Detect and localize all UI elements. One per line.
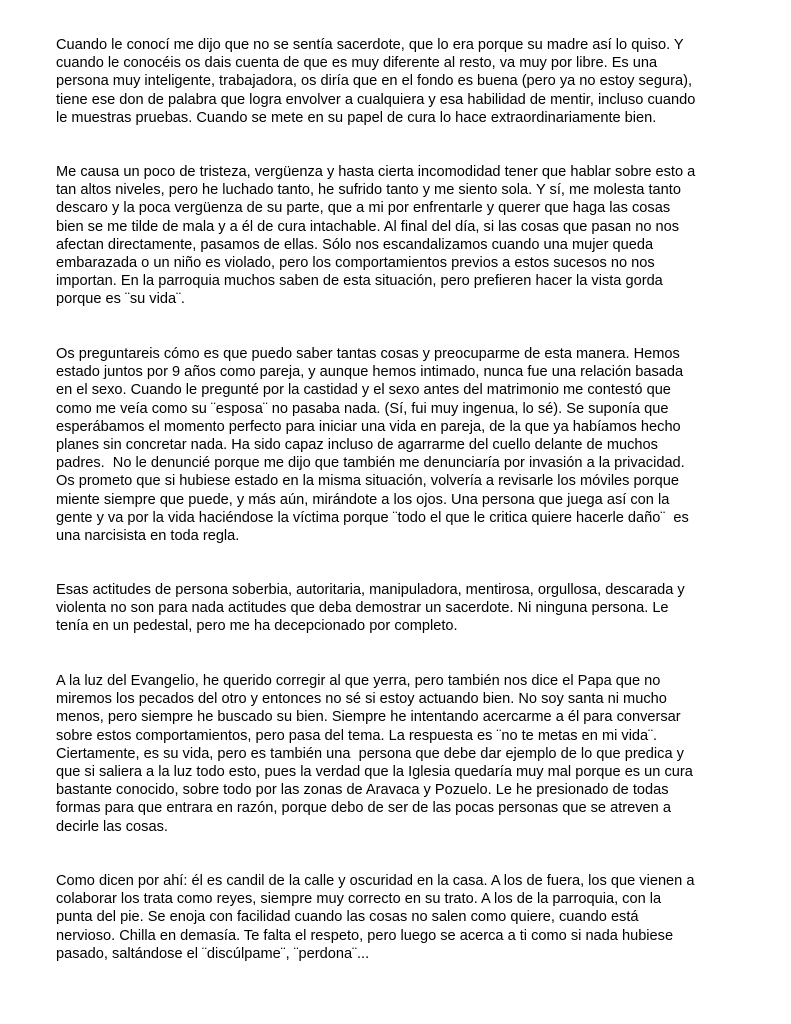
text-line: violenta no son para nada actitudes que deba demostrar un sacerdote. Ni ninguna persona. Le	[56, 600, 669, 617]
text-line: colaborar los trata como reyes, siempre muy correcto en su trato. A los de la parroquia, con la	[56, 891, 662, 908]
text-line: porque es ¨su vida¨.	[56, 291, 185, 308]
text-line: estado juntos por 9 años como pareja, y aunque hemos intimado, nunca fue una relación basada	[56, 364, 684, 381]
text-line: importan. En la parroquia muchos saben de esta situación, pero prefieren hacer la vista gorda	[56, 273, 663, 290]
text-line: miente siempre que puede, y más aún, mirándote a los ojos. Una persona que juega así con la	[56, 491, 670, 508]
text-line: esperábamos el momento perfecto para iniciar una vida en pareja, de la que ya habíamos hecho	[56, 418, 681, 435]
paragraph	[56, 872, 694, 963]
text-line: descaro y la poca vergüenza de su parte, que a mi por enfrentarle y querer que haga las cosas	[56, 200, 671, 217]
paragraph	[56, 163, 695, 309]
text-line: miremos los pecados del otro y entonces no sé si estoy actuando bien. No soy santa ni mucho	[56, 691, 667, 708]
paragraph	[56, 345, 689, 545]
text-line: A la luz del Evangelio, he querido corregir al que yerra, pero también nos dice el Papa que no	[56, 673, 661, 689]
text-line: Me causa un poco de tristeza, vergüenza y hasta cierta incomodidad tener que hablar sobre esto a	[56, 164, 696, 180]
text-line: Como dicen por ahí: él es candil de la calle y oscuridad en la casa. A los de fuera, los que vienen a	[56, 873, 695, 889]
text-line: como me veía como su ¨esposa¨ no pasaba nada. (Sí, fui muy ingenua, lo sé). Se suponía que	[56, 400, 669, 417]
text-line: pasado, saltándose el ¨discúlpame¨, ¨perdona¨...	[56, 945, 370, 962]
text-line: que si saliera a la luz todo esto, pues la verdad que la Iglesia quedaría muy mal porque es un cura	[56, 764, 693, 781]
paragraph	[56, 581, 685, 636]
paragraph	[56, 672, 693, 836]
text-line: gente y va por la vida haciéndose la víctima porque ¨todo el que le critica quiere hacerle daño¨ es	[56, 509, 689, 526]
text-line: en el sexo. Cuando le pregunté por la castidad y el sexo antes del matrimonio me contestó que	[56, 382, 671, 399]
text-line: formas para que entrara en razón, porque debo de ser de las pocas personas que se atreven a	[56, 800, 671, 817]
text-line: Esas actitudes de persona soberbia, autoritaria, manipuladora, mentirosa, orgullosa, descarada y	[56, 582, 685, 598]
text-line: tiene ese don de palabra que logra envolver a cualquiera y esa habilidad de mentir, incluso cuando	[56, 91, 696, 108]
text-line: sobre estos comportamientos, pero pasa del tema. La respuesta es ¨no te metas en mi vida¨.	[56, 727, 658, 744]
text-line: menos, pero siempre he buscado su bien. Siempre he intentando acercarme a él para conversar	[56, 709, 681, 726]
text-line: Ciertamente, es su vida, pero es también una persona que debe dar ejemplo de lo que predica y	[56, 745, 684, 762]
text-line: bastante conocido, sobre todo por las zonas de Aravaca y Pozuelo. Le he presionado de todas	[56, 782, 669, 799]
text-line: Cuando le conocí me dijo que no se sentía sacerdote, que lo era porque su madre así lo quiso. Y	[56, 37, 684, 53]
text-line: padres. No le denuncié porque me dijo que también me denunciaría por invasión a la privacidad.	[56, 455, 685, 472]
text-line: decirle las cosas.	[56, 818, 168, 835]
text-line: planes sin concretar nada. Ha sido capaz incluso de agarrarme del cuello delante de muchos	[56, 437, 658, 454]
text-line: cuando le conocéis os dais cuenta de que es muy diferente al resto, va muy por libre. Es una	[56, 55, 658, 72]
text-line: punta del pie. Se enoja con facilidad cuando las cosas no salen como quiere, cuando está	[56, 909, 639, 926]
text-line: persona muy inteligente, trabajadora, os diría que en el fondo es buena (pero ya no estoy segura),	[56, 73, 693, 90]
text-line: embarazada o un niño es violado, pero los comportamientos previos a estos sucesos no nos	[56, 255, 655, 272]
text-line: Os prometo que si hubiese estado en la misma situación, volvería a revisarle los móviles porque	[56, 473, 679, 490]
text-line: tan altos niveles, pero he luchado tanto, he sufrido tanto y me siento sola. Y sí, me molesta tanto	[56, 182, 681, 199]
paragraph	[56, 36, 695, 127]
text-line: afectan directamente, pasamos de ellas. Sólo nos escandalizamos cuando una mujer queda	[56, 236, 654, 253]
text-line: le muestras pruebas. Cuando se mete en su papel de cura lo hace extraordinariamente bien.	[56, 109, 657, 126]
text-line: bien se me tilde de mala y a él de cura intachable. Al final del día, si las cosas que pasan no nos	[56, 218, 680, 235]
text-line: tenía en un pedestal, pero me ha decepcionado por completo.	[56, 618, 458, 635]
text-line: una narcisista en toda regla.	[56, 528, 240, 545]
text-line: Os preguntareis cómo es que puedo saber tantas cosas y preocuparme de esta manera. Hemos	[56, 346, 680, 362]
text-line: nervioso. Chilla en demasía. Te falta el respeto, pero luego se acerca a ti como si nada hubiese	[56, 927, 674, 944]
